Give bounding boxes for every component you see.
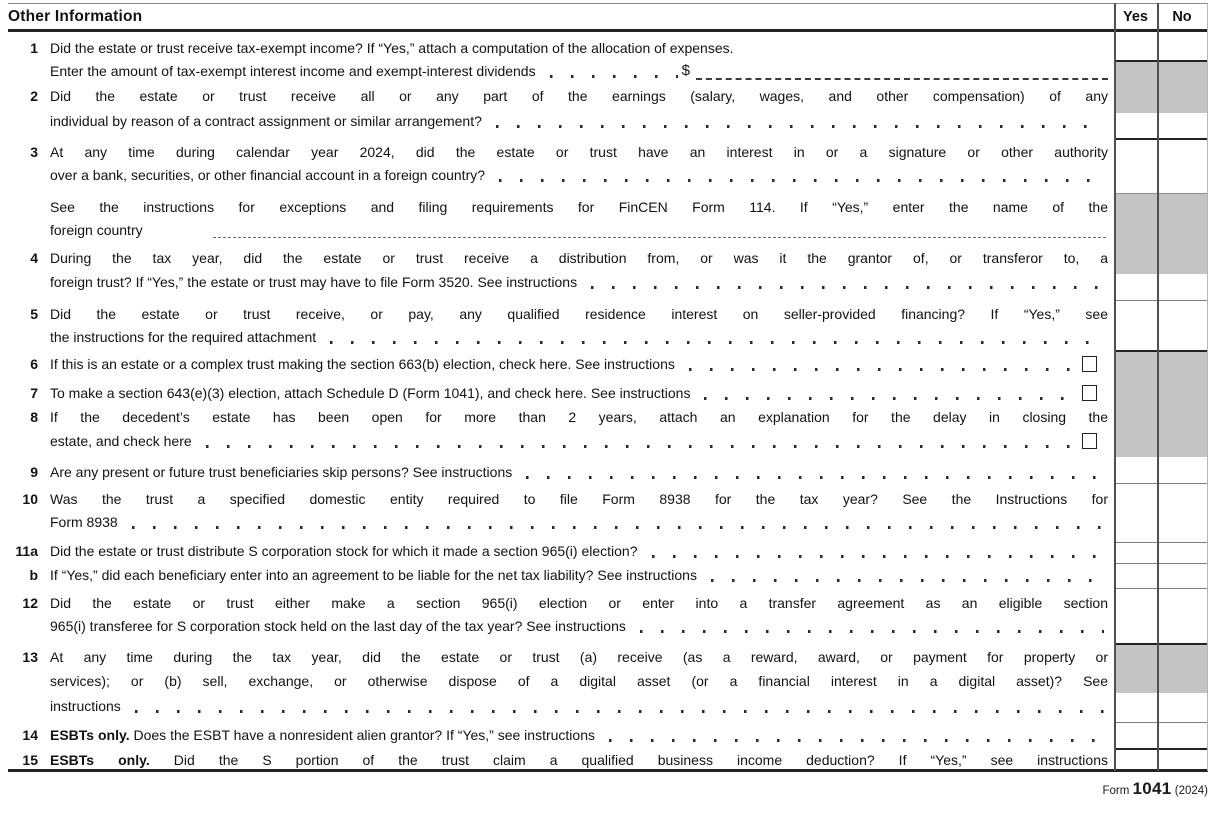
question-line (8, 85, 1108, 108)
question-text: During the tax year, did the estate or trust receive a distribution from, or was it the grantor of, or transferor to, a (50, 250, 1108, 266)
no-column-header: No (1172, 9, 1192, 25)
question-line (8, 695, 1108, 718)
question-number: 13 (22, 649, 38, 665)
section-663b-election-checkbox[interactable] (1082, 356, 1097, 372)
question-number: 11a (15, 543, 38, 559)
question-text: ESBTs only. Does the ESBT have a nonresident alien grantor? If “Yes,” see instructions (50, 727, 595, 743)
question-text: Did the estate or trust receive tax-exempt income? If “Yes,” attach a computation of the allocation of expenses. (50, 40, 734, 56)
question-number: 12 (22, 595, 38, 611)
question-text: over a bank, securities, or other financial account in a foreign country? (50, 167, 486, 183)
question-text: individual by reason of a contract assignment or similar arrangement? (50, 113, 482, 129)
question-line (8, 326, 1108, 349)
question-line (8, 749, 1108, 772)
dot-leader (652, 555, 1104, 558)
question-number: 2 (30, 88, 38, 104)
question-number: 9 (30, 464, 38, 480)
question-line (8, 353, 1108, 376)
yes-column-header: Yes (1123, 9, 1148, 25)
footer-form-label: Form (1102, 785, 1130, 797)
foreign-country-entry-line[interactable] (213, 237, 1106, 238)
section-title: Other Information (8, 8, 143, 25)
question-number: 3 (30, 144, 38, 160)
question-number: 6 (30, 356, 38, 372)
dot-leader (704, 397, 1070, 400)
question-line (8, 247, 1108, 270)
dot-leader (499, 179, 1104, 182)
question-text: instructions (50, 698, 121, 714)
dot-leader (330, 341, 1104, 344)
question-line (8, 60, 1108, 83)
question-text: Was the trust a specified domestic entity required to file Form 8938 for the tax year? See the Instructions for (50, 491, 1108, 507)
question-line (8, 615, 1108, 638)
question-text: the instructions for the required attachment (50, 329, 317, 345)
dot-leader (591, 286, 1104, 289)
dot-leader (689, 368, 1070, 371)
dot-leader (526, 476, 1104, 479)
question-line (8, 303, 1108, 326)
question-number: 4 (30, 250, 38, 266)
dot-leader (496, 125, 1104, 128)
question-text: Did the estate or trust either make a section 965(i) election or enter into a transfer agreement as an eligible section (50, 595, 1108, 611)
dollar-sign: $ (681, 62, 690, 79)
question-line (8, 382, 1108, 405)
question-number: 7 (30, 385, 38, 401)
dot-leader (206, 445, 1070, 448)
question-number: b (29, 567, 38, 583)
question-line (8, 511, 1108, 534)
dot-leader (640, 630, 1104, 633)
question-number: 1 (30, 40, 38, 56)
question-line (8, 141, 1108, 164)
question-line (8, 37, 1108, 60)
question-text: services); or (b) sell, exchange, or otherwise dispose of a digital asset (or a financial interest in a digital asset)? See (50, 673, 1108, 689)
footer-form-year: (2024) (1174, 785, 1208, 797)
question-line (8, 724, 1108, 747)
question-number: 15 (22, 752, 38, 768)
question-text: Enter the amount of tax-exempt interest income and exempt-interest dividends (50, 63, 536, 79)
question-line (8, 406, 1108, 429)
question-line (8, 219, 1108, 242)
question-number: 10 (22, 491, 38, 507)
question-line (8, 564, 1108, 587)
question-line (8, 488, 1108, 511)
question-text: Are any present or future trust beneficiaries skip persons? See instructions (50, 464, 513, 480)
dot-leader (550, 75, 678, 78)
question-text: At any time during calendar year 2024, did the estate or trust have an interest in or a signature or other authority (50, 144, 1108, 160)
question-text: estate, and check here (50, 433, 192, 449)
question-text: If this is an estate or a complex trust making the section 663(b) election, check here. See instructions (50, 356, 675, 372)
question-line (8, 110, 1108, 133)
estate-open-2-years-checkbox[interactable] (1082, 433, 1097, 449)
question-text: At any time during the tax year, did the estate or trust (a) receive (as a reward, award, or payment for property or (50, 649, 1108, 665)
dot-leader (135, 710, 1104, 713)
section-643e3-election-checkbox[interactable] (1082, 385, 1097, 401)
question-number: 14 (22, 727, 38, 743)
question-line (8, 164, 1108, 187)
question-text: To make a section 643(e)(3) election, attach Schedule D (Form 1041), and check here. See instructions (50, 385, 691, 401)
question-line (8, 646, 1108, 669)
question-text: See the instructions for exceptions and filing requirements for FinCEN Form 114. If “Yes,” enter the name of the (50, 199, 1108, 215)
question-text: 965(i) transferee for S corporation stock held on the last day of the tax year? See instructions (50, 618, 626, 634)
question-line (8, 430, 1108, 453)
footer-form-number: 1041 (1132, 779, 1172, 798)
question-number: 5 (30, 306, 38, 322)
question-line (8, 592, 1108, 615)
tax-exempt-amount-entry-line[interactable] (696, 78, 1108, 80)
dot-leader (711, 579, 1104, 582)
question-text: Did the estate or trust distribute S corporation stock for which it made a section 965(i) election? (50, 543, 638, 559)
question-number: 8 (30, 409, 38, 425)
question-line (8, 461, 1108, 484)
question-text: Did the estate or trust receive, or pay, any qualified residence interest on seller-provided financing? If “Yes,” see (50, 306, 1108, 322)
dot-leader (609, 739, 1104, 742)
question-text: foreign trust? If “Yes,” the estate or trust may have to file Form 3520. See instructions (50, 274, 578, 290)
question-text: Did the estate or trust receive all or any part of the earnings (salary, wages, and other compensation) of any (50, 88, 1108, 104)
dot-leader (132, 526, 1104, 529)
question-text: If the decedent’s estate has been open for more than 2 years, attach an explanation for the delay in closing the (50, 409, 1108, 425)
question-line (8, 196, 1108, 219)
question-text: Form 8938 (50, 514, 118, 530)
question-line (8, 540, 1108, 563)
question-text: ESBTs only. Did the S portion of the trust claim a qualified business income deduction? If “Yes,” see instructions (50, 752, 1108, 768)
question-text: If “Yes,” did each beneficiary enter into an agreement to be liable for the net tax liability? See instructions (50, 567, 697, 583)
question-line (8, 271, 1108, 294)
question-text: foreign country (50, 222, 143, 238)
question-line (8, 670, 1108, 693)
